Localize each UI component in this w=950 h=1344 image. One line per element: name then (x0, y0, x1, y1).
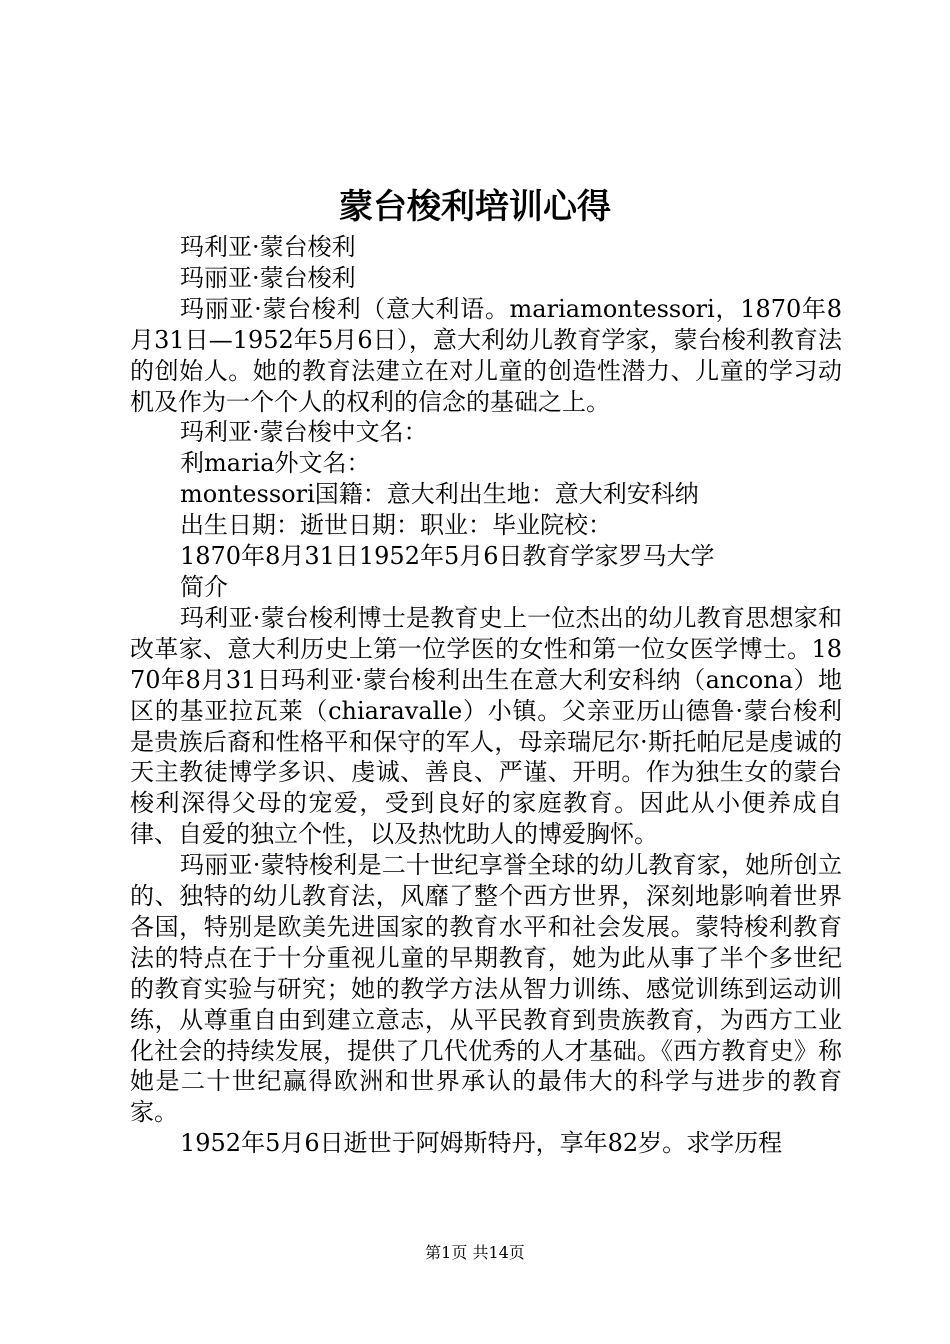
paragraph-info-nationality: montessori国籍：意大利出生地：意大利安科纳 (180, 480, 699, 509)
paragraph-name-line-2: 玛丽亚·蒙台梭利 (180, 263, 356, 292)
section-heading-summary: 简介 (180, 572, 228, 601)
paragraph-intro: 玛丽亚·蒙台梭利（意大利语。mariamontessori，1870年8月31日—1952年5月6日），意大利幼儿教育学家，蒙台梭利教育法的创始人。她的教育法建立在对儿童的创造性潜力、儿童的学习动机及作为一个个人的权利的信念的基础之上。 (130, 294, 842, 416)
document-title: 蒙台梭利培训心得 (339, 187, 611, 227)
paragraph-info-chinese-name: 玛利亚·蒙台梭中文名： (180, 418, 428, 447)
paragraph-info-values: 1870年8月31日1952年5月6日教育学家罗马大学 (180, 542, 715, 571)
paragraph-influence: 玛丽亚·蒙特梭利是二十世纪享誉全球的幼儿教育家，她所创立的、独特的幼儿教育法，风靡了整个西方世界，深刻地影响着世界各国，特别是欧美先进国家的教育水平和社会发展。蒙特梭利教育法的特点在于十分重视儿童的早期教育，她为此从事了半个多世纪的教育实验与研究；她的教学方法从智力训练、感觉训练到运动训练，从尊重自由到建立意志，从平民教育到贵族教育，为西方工业化社会的持续发展，提供了几代优秀的人才基础。《西方教育史》称她是二十世纪赢得欧洲和世界承认的最伟大的科学与进步的教育家。 (130, 851, 842, 1127)
page-footer: 第1页 共14页 (425, 1243, 525, 1262)
paragraph-info-foreign-name: 利maria外文名： (180, 449, 371, 478)
paragraph-info-labels: 出生日期：逝世日期：职业：毕业院校： (180, 511, 612, 540)
document-body (130, 232, 842, 1159)
paragraph-death: 1952年5月6日逝世于阿姆斯特丹，享年82岁。求学历程 (180, 1129, 783, 1158)
paragraph-biography: 玛利亚·蒙台梭利博士是教育史上一位杰出的幼儿教育思想家和改革家、意大利历史上第一位学医的女性和第一位女医学博士。1870年8月31日玛利亚·蒙台梭利出生在意大利安科纳（ancona）地区的基亚拉瓦莱（chiaravalle）小镇。父亲亚历山德鲁·蒙台梭利是贵族后裔和性格平和保守的军人，母亲瑞尼尔·斯托帕尼是虔诚的天主教徒博学多识、虔诚、善良、严谨、开明。作为独生女的蒙台梭利深得父母的宠爱，受到良好的家庭教育。因此从小便养成自律、自爱的独立个性，以及热忱助人的博爱胸怀。 (130, 603, 842, 849)
paragraph-name-line-1: 玛利亚·蒙台梭利 (180, 233, 356, 261)
